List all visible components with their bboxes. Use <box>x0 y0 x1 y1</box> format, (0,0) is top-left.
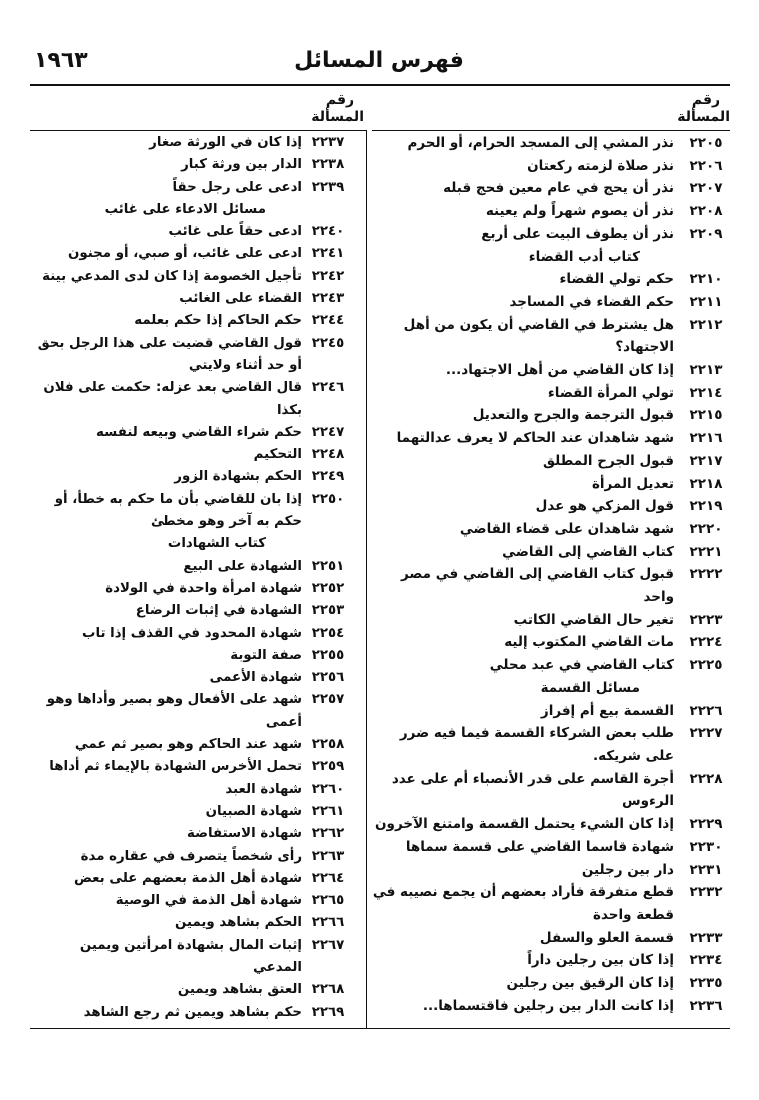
entry-number: ٢٢٢٣ <box>689 611 723 628</box>
entry-number: ٢٢٠٥ <box>689 135 723 151</box>
entry-number: ٢٢٢٥ <box>689 657 723 674</box>
index-entry <box>30 779 366 801</box>
index-entry <box>30 132 366 154</box>
index-entry <box>30 266 366 288</box>
entry-text: تأجيل الخصومة إذا كان لدى المدعي بينة <box>42 268 302 284</box>
index-entry <box>372 359 730 382</box>
index-entry <box>30 377 366 422</box>
index-entry <box>372 631 730 654</box>
entry-number: ٢٢١٩ <box>689 498 723 515</box>
entry-number: ٢٢٥٤ <box>311 625 345 641</box>
entry-text: شهادة امرأة واحدة في الولادة <box>105 580 302 596</box>
entry-number: ٢٢٠٧ <box>689 180 723 197</box>
section-heading <box>30 199 366 221</box>
entry-number: ٢٢١٦ <box>689 430 723 447</box>
entry-number: ٢٢٢١ <box>689 543 723 560</box>
index-entry <box>372 132 730 155</box>
entry-text: أجرة القاسم على قدر الأنصباء أم على عدد الرءوس <box>391 770 674 810</box>
index-entry <box>372 700 730 723</box>
entry-number: ٢٢١٧ <box>689 452 723 469</box>
section-title: كتاب الشهادات <box>167 536 266 552</box>
entry-number: ٢٢٤٨ <box>311 447 345 463</box>
index-entry <box>30 801 366 823</box>
column-header <box>372 90 730 132</box>
entry-number: ٢٢٥٧ <box>311 692 345 708</box>
entry-number: ٢٢٣٨ <box>311 157 345 173</box>
entry-text: حكم الحاكم إذا حكم بعلمه <box>134 313 302 329</box>
entry-number: ٢٢٥١ <box>311 558 345 574</box>
index-entry <box>30 890 366 912</box>
index-entry <box>30 466 366 488</box>
entry-number: ٢٢٢٠ <box>689 520 723 537</box>
index-entry <box>372 881 730 926</box>
entry-number: ٢٢٦٢ <box>311 826 345 842</box>
entry-number: ٢٢٣٠ <box>689 838 723 855</box>
index-entry <box>30 868 366 890</box>
index-entry <box>30 623 366 645</box>
index-entry <box>30 756 366 778</box>
entry-text: تولي المرأة القضاء <box>547 384 674 401</box>
entry-text: قال القاضي بعد عزله: حكمت على فلان بكذا <box>43 380 302 418</box>
entry-text: دار بين رجلين <box>581 861 674 878</box>
entry-text: كتاب القاضي في عبد محلي <box>489 657 674 674</box>
column-header-rule <box>30 130 366 131</box>
entry-number: ٢٢٦٨ <box>311 982 345 998</box>
entry-text: قبول الجرح المطلق <box>542 452 674 469</box>
left-index-column <box>30 90 366 1024</box>
index-entry <box>372 427 730 450</box>
index-entry <box>30 310 366 332</box>
entry-number: ٢٢٥٦ <box>311 670 345 686</box>
column-label: رقم المسألة <box>311 92 364 125</box>
index-entry <box>372 927 730 950</box>
index-entry <box>372 541 730 564</box>
entry-number: ٢٢٣٧ <box>311 135 345 150</box>
entry-number: ٢٢١٨ <box>689 475 723 492</box>
entry-number: ٢٢٦٦ <box>311 915 345 931</box>
entry-text: الدار بين ورثة كبار <box>181 157 302 173</box>
entry-text: الشهادة على البيع <box>183 558 302 574</box>
entry-text: شهادة العبد <box>225 781 302 797</box>
entry-text: شهد شاهدان عند الحاكم لا يعرف عدالتهما <box>396 430 674 447</box>
index-entry <box>372 768 730 813</box>
entry-text: حكم تولي القضاء <box>559 271 674 288</box>
entry-text: ادعى حقاً على غائب <box>168 224 302 240</box>
entry-number: ٢٢١٠ <box>689 271 723 288</box>
entry-number: ٢٢١٢ <box>689 316 723 333</box>
entry-text: شهادة قاسما القاضي على قسمة سماها <box>405 838 674 855</box>
entry-text: قبول الترجمة والجرح والتعديل <box>472 407 674 424</box>
entry-number: ٢٢٣٥ <box>689 975 723 992</box>
entry-number: ٢٢٤٢ <box>311 268 345 284</box>
entry-text: الشهادة في إثبات الرضاع <box>135 603 302 619</box>
entry-text: شهد عند الحاكم وهو بصير ثم عمي <box>74 737 302 753</box>
entry-text: شهادة أهل الذمة في الوصية <box>115 893 302 909</box>
index-entry <box>372 859 730 882</box>
index-entry <box>372 177 730 200</box>
entry-text: نذر صلاة لزمته ركعتان <box>527 157 674 174</box>
entry-number: ٢٢٤١ <box>311 246 345 262</box>
index-entry <box>30 556 366 578</box>
entry-number: ٢٢٥٥ <box>311 647 345 663</box>
entry-text: شهادة المحدود في القذف إذا تاب <box>82 625 302 641</box>
entry-number: ٢٢٦٥ <box>311 893 345 909</box>
index-entry <box>30 667 366 689</box>
entry-text: القضاء على الغائب <box>179 291 302 307</box>
page-header <box>34 48 724 82</box>
index-entry <box>30 333 366 378</box>
entry-number: ٢٢٢٨ <box>689 770 723 787</box>
section-heading <box>372 246 730 269</box>
entry-text: حكم شراء القاضي وبيعه لنفسه <box>96 424 302 440</box>
index-entry <box>372 654 730 677</box>
index-entry <box>30 177 366 199</box>
section-heading <box>30 533 366 555</box>
index-entry <box>30 578 366 600</box>
entry-number: ٢٢٥٢ <box>311 580 345 596</box>
entry-number: ٢٢٦٠ <box>311 781 345 797</box>
index-entry <box>30 288 366 310</box>
entry-number: ٢٢٤٧ <box>311 424 345 440</box>
index-entry <box>372 836 730 859</box>
entry-number: ٢٢٢٧ <box>689 725 723 742</box>
index-entry <box>30 489 366 534</box>
index-entry <box>372 268 730 291</box>
entry-text: الحكم بشاهد ويمين <box>175 915 302 931</box>
entry-number: ٢٢٣٣ <box>689 929 723 946</box>
entry-number: ٢٢٣٩ <box>311 179 345 195</box>
entry-text: شهد شاهدان على قضاء القاضي <box>459 520 674 537</box>
entry-number: ٢٢٣٤ <box>689 952 723 969</box>
entry-text: إذا كانت الدار بين رجلين فاقتسماها... <box>422 997 674 1014</box>
index-entry <box>372 563 730 608</box>
entry-number: ٢٢٦٣ <box>311 848 345 864</box>
entry-text: مات القاضي المكتوب إليه <box>504 634 674 651</box>
entry-text: تعديل المرأة <box>591 475 674 492</box>
column-header-rule <box>372 130 730 131</box>
index-entry <box>372 155 730 178</box>
index-entry <box>372 518 730 541</box>
entry-number: ٢٢٦٩ <box>311 1004 345 1020</box>
entry-text: إذا كان الرقيق بين رجلين <box>506 975 674 992</box>
entry-text: نذر أن يطوف البيت على أربع <box>481 225 674 242</box>
entry-number: ٢٢٢٤ <box>689 634 723 651</box>
index-entry <box>30 243 366 265</box>
index-entry <box>372 495 730 518</box>
entry-number: ٢٢٤٥ <box>311 335 345 351</box>
index-entry <box>372 404 730 427</box>
entry-number: ٢٢٠٩ <box>689 225 723 242</box>
entry-number: ٢٢٢٢ <box>689 566 723 583</box>
index-entry <box>30 979 366 1001</box>
entry-text: نذر المشي إلى المسجد الحرام، أو الحرم <box>407 135 674 151</box>
index-entry <box>372 722 730 767</box>
entry-number: ٢٢٤٩ <box>311 469 345 485</box>
index-entry <box>30 689 366 734</box>
entry-text: حكم القضاء في المساجد <box>509 293 674 310</box>
section-title: مسائل القسمة <box>540 679 640 696</box>
entry-text: رأى شخصاً يتصرف في عقاره مدة <box>80 848 302 864</box>
entry-text: التحكيم <box>253 447 302 463</box>
entry-text: طلب بعض الشركاء القسمة فيما فيه ضرر على شريكه. <box>399 725 674 764</box>
entry-number: ٢٢٤٤ <box>311 313 345 329</box>
entry-text: تحمل الأخرس الشهادة بالإيماء ثم أداها <box>49 759 302 775</box>
entry-text: إذا كان القاضي من أهل الاجتهاد... <box>445 362 674 379</box>
index-entry <box>372 450 730 473</box>
index-entry <box>30 935 366 980</box>
entry-number: ٢٢٣٦ <box>689 997 723 1014</box>
entry-number: ٢٢٥٨ <box>311 737 345 753</box>
index-entry <box>372 473 730 496</box>
index-entry <box>372 223 730 246</box>
index-entry <box>372 813 730 836</box>
index-entry <box>30 444 366 466</box>
entry-text: نذر أن يصوم شهراً ولم يعينه <box>485 203 674 220</box>
index-entry <box>372 995 730 1018</box>
entry-number: ٢٢٠٨ <box>689 203 723 220</box>
entry-number: ٢٢٤٦ <box>311 380 345 396</box>
entry-number: ٢٢١٣ <box>689 362 723 379</box>
entry-text: إذا بان للقاضي بأن ما حكم به خطأ، أو حكم به آخر وهو مخطئ <box>54 491 302 530</box>
index-entry <box>30 912 366 934</box>
entry-text: صفة التوبة <box>230 647 302 663</box>
right-index-column <box>372 90 730 1017</box>
entry-text: شهادة الاستفاضة <box>187 826 302 842</box>
entry-text: إثبات المال بشهادة امرأتين ويمين المدعي <box>79 937 302 975</box>
index-entry <box>30 600 366 622</box>
entry-number: ٢٢١١ <box>689 293 723 310</box>
entry-text: ادعى على رجل حقاً <box>172 179 302 195</box>
entry-text: قسمة العلو والسفل <box>539 929 674 946</box>
entry-text: شهادة أهل الذمة بعضهم على بعض <box>73 870 302 886</box>
entry-number: ٢٢٠٦ <box>689 157 723 174</box>
column-header <box>30 90 366 132</box>
index-entry <box>372 291 730 314</box>
entry-number: ٢٢١٤ <box>689 384 723 401</box>
footer-rule <box>30 1028 730 1029</box>
entry-number: ٢٢٤٠ <box>311 224 345 240</box>
index-entry <box>30 846 366 868</box>
entry-number: ٢٢٦٤ <box>311 870 345 886</box>
entry-text: ادعى على غائب، أو صبي، أو مجنون <box>67 246 302 262</box>
entry-text: شهادة الصبيان <box>205 803 302 819</box>
entry-number: ٢٢٣١ <box>689 861 723 878</box>
column-label: رقم المسألة <box>677 92 730 125</box>
index-entry <box>372 949 730 972</box>
entry-text: الحكم بشهادة الزور <box>174 469 302 485</box>
entry-text: قطع متفرقة فأراد بعضهم أن يجمع نصيبه في قطعة واحدة <box>372 884 674 923</box>
entry-text: شهد على الأفعال وهو بصير وأداها وهو أعمى <box>46 692 302 730</box>
entry-text: إذا كان في الورثة صغار <box>149 135 302 150</box>
entry-number: ٢٢٦١ <box>311 803 345 819</box>
index-entry <box>372 609 730 632</box>
entry-number: ٢٢٤٣ <box>311 291 345 307</box>
entry-text: شهادة الأعمى <box>209 670 302 686</box>
index-entry <box>372 200 730 223</box>
entry-number: ٢٢٥٣ <box>311 603 345 619</box>
page-number: ١٩٦٣ <box>34 48 88 73</box>
entry-text: حكم بشاهد ويمين ثم رجع الشاهد <box>83 1004 302 1020</box>
index-entry <box>372 314 730 359</box>
index-entry <box>30 154 366 176</box>
entry-number: ٢٢٣٢ <box>689 884 723 901</box>
entry-text: العتق بشاهد ويمين <box>177 982 302 998</box>
entry-text: تغير حال القاضي الكاتب <box>513 611 674 628</box>
column-divider <box>366 130 367 1028</box>
entry-text: نذر أن يحج في عام معين فحج قبله <box>443 180 674 197</box>
entry-text: قول المزكي هو عدل <box>535 498 674 515</box>
entry-number: ٢٢٦٧ <box>311 937 345 953</box>
page-title: فهرس المسائل <box>294 48 464 73</box>
entry-text: القسمة بيع أم إفراز <box>540 702 674 719</box>
entry-text: إذا كان الشيء يحتمل القسمة وامتنع الآخرون <box>375 816 674 833</box>
index-entry <box>30 422 366 444</box>
index-entry <box>30 823 366 845</box>
section-heading <box>372 677 730 700</box>
index-entry <box>372 972 730 995</box>
entry-text: كتاب القاضي إلى القاضي <box>502 543 674 560</box>
entry-number: ٢٢١٥ <box>689 407 723 424</box>
entry-number: ٢٢٢٦ <box>689 702 723 719</box>
index-entry <box>30 645 366 667</box>
entry-text: هل يشترط في القاضي أن يكون من أهل الاجتهاد؟ <box>403 316 674 356</box>
entry-text: قول القاضي قضيت على هذا الرجل بحق أو حد أثناء ولايتي <box>37 335 302 373</box>
header-rule <box>30 84 730 86</box>
entry-number: ٢٢٥٩ <box>311 759 345 775</box>
entry-number: ٢٢٥٠ <box>311 491 345 507</box>
entry-text: إذا كان بين رجلين داراً <box>527 952 674 969</box>
entry-text: قبول كتاب القاضي إلى القاضي في مصر واحد <box>400 566 674 606</box>
section-title: كتاب أدب القضاء <box>528 248 640 265</box>
index-entry <box>30 221 366 243</box>
index-entry <box>372 382 730 405</box>
index-entry <box>30 734 366 756</box>
entry-number: ٢٢٢٩ <box>689 816 723 833</box>
index-entry <box>30 1002 366 1024</box>
section-title: مسائل الادعاء على غائب <box>104 201 266 217</box>
